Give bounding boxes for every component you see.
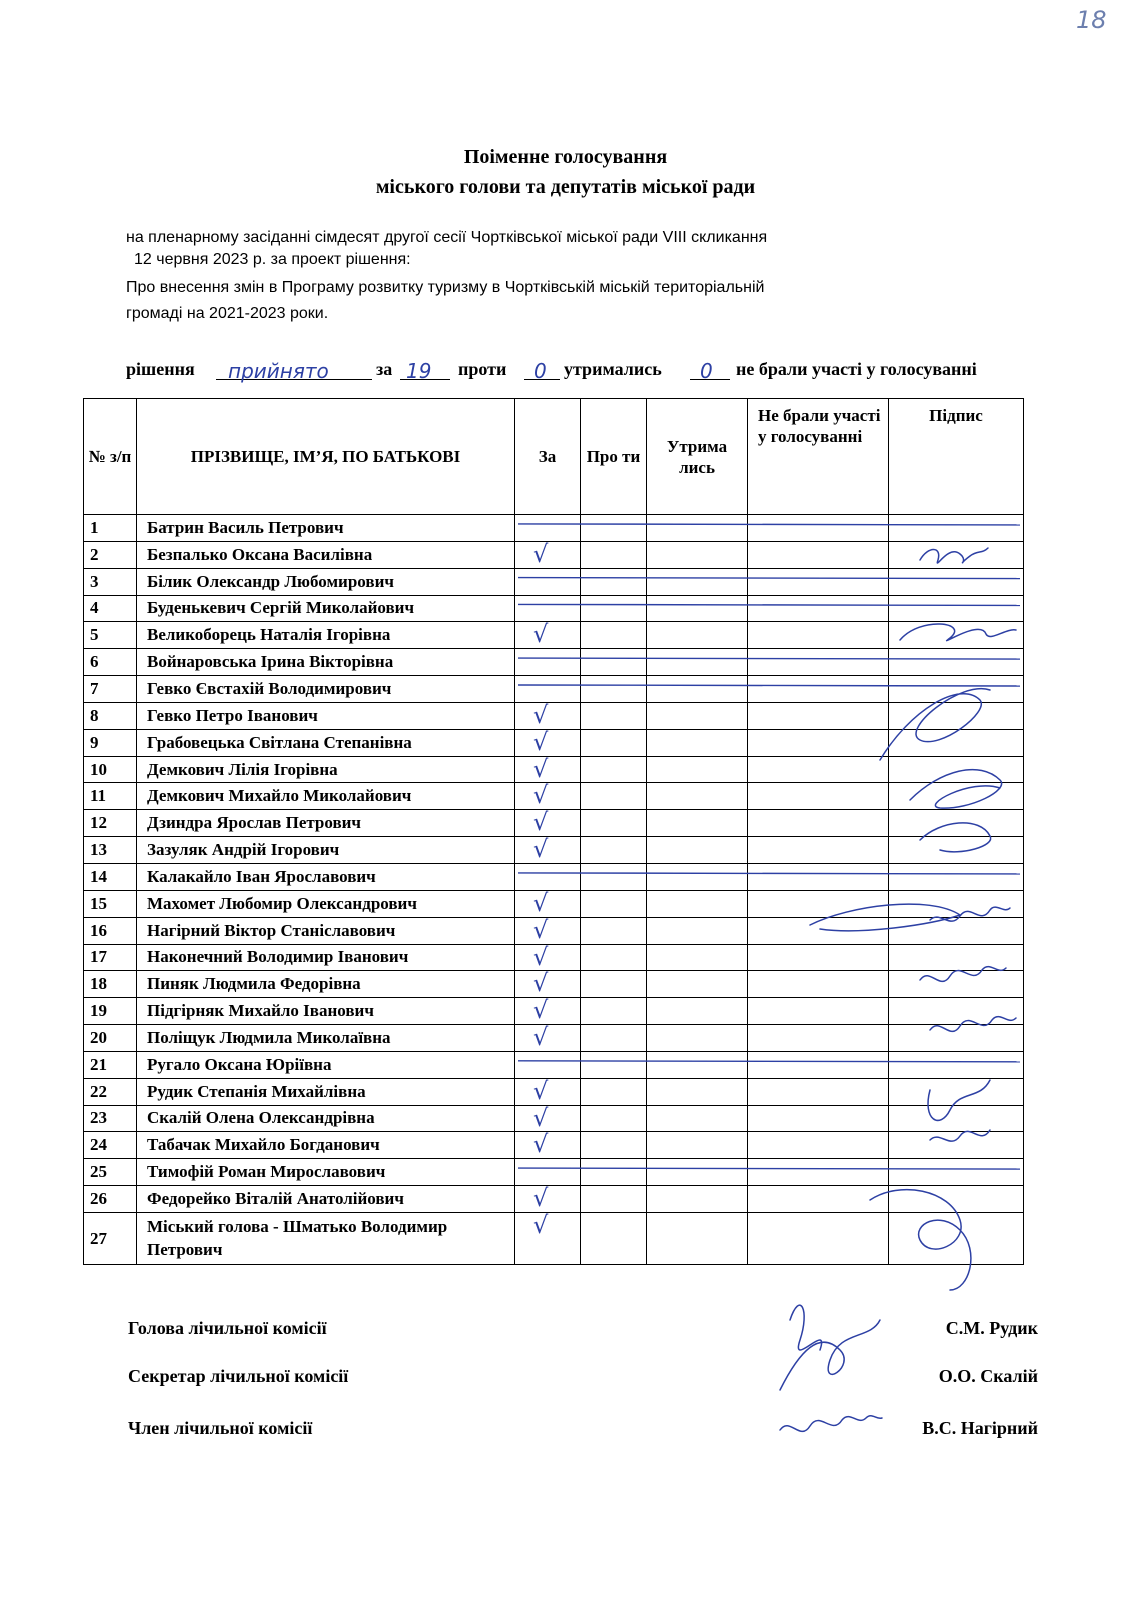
- vote-against-cell: [581, 1025, 647, 1052]
- vote-for-cell: [515, 1132, 581, 1159]
- vote-abstained-cell: [647, 1051, 748, 1078]
- row-number: 13: [84, 837, 137, 864]
- row-number: 10: [84, 756, 137, 783]
- header-signature: Підпис: [889, 399, 1024, 515]
- member-name: Табачак Михайло Богданович: [137, 1132, 515, 1159]
- table-row: [84, 998, 1024, 1025]
- vote-not-voting-cell: [748, 890, 889, 917]
- vote-against-cell: [581, 890, 647, 917]
- table-row: [84, 756, 1024, 783]
- row-number: 5: [84, 622, 137, 649]
- chair-role: Голова лічильної комісії: [128, 1318, 327, 1338]
- vote-for-cell: [515, 971, 581, 998]
- table-row: [84, 595, 1024, 622]
- vote-for-cell: [515, 944, 581, 971]
- vote-abstained-cell: [647, 622, 748, 649]
- signature-cell: [889, 595, 1024, 622]
- signature-cell: [889, 1186, 1024, 1213]
- vote-abstained-cell: [647, 917, 748, 944]
- vote-for-cell: [515, 729, 581, 756]
- vote-for-cell: [515, 595, 581, 622]
- chair-name: С.М. Рудик: [945, 1318, 1038, 1338]
- member-name: Демкович Михайло Миколайович: [137, 783, 515, 810]
- signature-cell: [889, 837, 1024, 864]
- signature-cell: [889, 971, 1024, 998]
- table-row: [84, 1025, 1024, 1052]
- vote-for-cell: [515, 1186, 581, 1213]
- handwritten-page-number: 18: [1076, 6, 1107, 34]
- vote-not-voting-cell: [748, 595, 889, 622]
- vote-abstained-cell: [647, 971, 748, 998]
- row-number: 19: [84, 998, 137, 1025]
- check-mark-icon: √: [533, 782, 549, 810]
- vote-against-cell: [581, 1212, 647, 1264]
- row-number: 1: [84, 515, 137, 542]
- member-name: Калакайло Іван Ярославович: [137, 863, 515, 890]
- member-name: Міський голова - Шматько Володимир Петрович: [137, 1212, 515, 1264]
- vote-abstained-cell: [647, 783, 748, 810]
- table-row: [84, 1051, 1024, 1078]
- row-number: 20: [84, 1025, 137, 1052]
- vote-abstained-cell: [647, 1186, 748, 1213]
- signature-cell: [889, 1105, 1024, 1132]
- check-mark-icon: √: [533, 1212, 549, 1239]
- vote-not-voting-cell: [748, 917, 889, 944]
- vote-against-cell: [581, 998, 647, 1025]
- vote-not-voting-cell: [748, 702, 889, 729]
- vote-not-voting-cell: [748, 1051, 889, 1078]
- check-mark-icon: √: [533, 1105, 549, 1132]
- vote-against-cell: [581, 568, 647, 595]
- vote-not-voting-cell: [748, 1105, 889, 1132]
- secretary-name: О.О. Скалій: [938, 1366, 1038, 1386]
- vote-abstained-cell: [647, 649, 748, 676]
- vote-against-cell: [581, 1105, 647, 1132]
- vote-for-cell: [515, 676, 581, 703]
- row-number: 4: [84, 595, 137, 622]
- member-name: Рудик Степанія Михайлівна: [137, 1078, 515, 1105]
- vote-for-cell: [515, 837, 581, 864]
- intro-line-subject: Про внесення змін в Програму розвитку туризму в Чортківській міській територіальній: [126, 279, 765, 296]
- member-name: Войнаровська Ірина Вікторівна: [137, 649, 515, 676]
- decision-label: рішення: [126, 359, 195, 379]
- table-row: [84, 541, 1024, 568]
- vote-against-cell: [581, 649, 647, 676]
- vote-not-voting-cell: [748, 1078, 889, 1105]
- check-mark-icon: √: [533, 809, 549, 837]
- vote-not-voting-cell: [748, 971, 889, 998]
- member-name: Скалій Олена Олександрівна: [137, 1105, 515, 1132]
- vote-for-cell: [515, 917, 581, 944]
- for-value: 19: [406, 359, 432, 383]
- vote-not-voting-cell: [748, 756, 889, 783]
- vote-abstained-cell: [647, 1212, 748, 1264]
- signature-cell: [889, 1212, 1024, 1264]
- signature-cell: [889, 1132, 1024, 1159]
- header-against: Про ти: [581, 399, 647, 515]
- signature-cell: [889, 702, 1024, 729]
- table-row: [84, 622, 1024, 649]
- signature-cell: [889, 729, 1024, 756]
- vote-against-cell: [581, 1132, 647, 1159]
- check-mark-icon: √: [533, 541, 549, 568]
- vote-not-voting-cell: [748, 783, 889, 810]
- member-name: Безпалько Оксана Василівна: [137, 541, 515, 568]
- vote-for-cell: [515, 890, 581, 917]
- vote-against-cell: [581, 783, 647, 810]
- against-value: 0: [534, 359, 547, 383]
- vote-for-cell: [515, 541, 581, 568]
- intro-line-date: 12 червня 2023 р. за проект рішення:: [134, 251, 411, 268]
- vote-for-cell: [515, 568, 581, 595]
- check-mark-icon: √: [533, 1131, 549, 1159]
- signature-cell: [889, 676, 1024, 703]
- vote-abstained-cell: [647, 837, 748, 864]
- signature-cell: [889, 783, 1024, 810]
- table-row: [84, 729, 1024, 756]
- member-name: Пиняк Людмила Федорівна: [137, 971, 515, 998]
- member-name: Дзиндра Ярослав Петрович: [137, 810, 515, 837]
- vote-for-cell: [515, 1025, 581, 1052]
- vote-abstained-cell: [647, 729, 748, 756]
- row-number: 3: [84, 568, 137, 595]
- vote-against-cell: [581, 541, 647, 568]
- table-row: [84, 649, 1024, 676]
- member-name: Тимофій Роман Мирославович: [137, 1159, 515, 1186]
- vote-for-cell: [515, 783, 581, 810]
- vote-not-voting-cell: [748, 1159, 889, 1186]
- vote-against-cell: [581, 702, 647, 729]
- member-name: Федорейко Віталій Анатолійович: [137, 1186, 515, 1213]
- vote-for-cell: [515, 1159, 581, 1186]
- intro-line-session: на пленарному засіданні сімдесят другої сесії Чортківської міської ради VIII скликання: [126, 229, 768, 246]
- signature-cell: [889, 863, 1024, 890]
- member-name: Демкович Лілія Ігорівна: [137, 756, 515, 783]
- check-mark-icon: √: [533, 621, 549, 649]
- header-name: ПРІЗВИЩЕ, ІМ’Я, ПО БАТЬКОВІ: [137, 399, 515, 515]
- table-row: [84, 863, 1024, 890]
- member-name: Білик Олександр Любомирович: [137, 568, 515, 595]
- footer-secretary: [128, 1366, 1038, 1390]
- vote-against-cell: [581, 622, 647, 649]
- vote-abstained-cell: [647, 998, 748, 1025]
- row-number: 17: [84, 944, 137, 971]
- check-mark-icon: √: [533, 1024, 549, 1052]
- table-row: [84, 568, 1024, 595]
- row-number: 12: [84, 810, 137, 837]
- vote-not-voting-cell: [748, 649, 889, 676]
- signature-cell: [889, 622, 1024, 649]
- signature-cell: [889, 810, 1024, 837]
- table-row: [84, 1186, 1024, 1213]
- vote-not-voting-cell: [748, 863, 889, 890]
- vote-abstained-cell: [647, 944, 748, 971]
- vote-abstained-cell: [647, 676, 748, 703]
- vote-abstained-cell: [647, 1025, 748, 1052]
- check-mark-icon: √: [533, 970, 549, 998]
- vote-not-voting-cell: [748, 1186, 889, 1213]
- row-number: 24: [84, 1132, 137, 1159]
- vote-abstained-cell: [647, 515, 748, 542]
- member-name: Махомет Любомир Олександрович: [137, 890, 515, 917]
- vote-against-cell: [581, 810, 647, 837]
- member-name: Поліщук Людмила Миколаївна: [137, 1025, 515, 1052]
- vote-abstained-cell: [647, 1078, 748, 1105]
- member-name: Підгірняк Михайло Іванович: [137, 998, 515, 1025]
- vote-for-cell: [515, 1078, 581, 1105]
- table-row: [84, 1159, 1024, 1186]
- vote-against-cell: [581, 515, 647, 542]
- member-name: Грабовецька Світлана Степанівна: [137, 729, 515, 756]
- vote-abstained-cell: [647, 810, 748, 837]
- vote-not-voting-cell: [748, 1132, 889, 1159]
- vote-against-cell: [581, 729, 647, 756]
- signature-cell: [889, 944, 1024, 971]
- vote-abstained-cell: [647, 1132, 748, 1159]
- vote-not-voting-cell: [748, 944, 889, 971]
- vote-abstained-cell: [647, 702, 748, 729]
- row-number: 6: [84, 649, 137, 676]
- table-header-row: [84, 399, 1024, 515]
- vote-against-cell: [581, 1186, 647, 1213]
- check-mark-icon: √: [533, 944, 549, 971]
- row-number: 27: [84, 1212, 137, 1264]
- signature-cell: [889, 998, 1024, 1025]
- vote-against-cell: [581, 1159, 647, 1186]
- vote-against-cell: [581, 837, 647, 864]
- row-number: 14: [84, 863, 137, 890]
- row-number: 16: [84, 917, 137, 944]
- table-row: [84, 890, 1024, 917]
- vote-not-voting-cell: [748, 541, 889, 568]
- intro-line-subject-cont: громаді на 2021-2023 роки.: [126, 305, 329, 322]
- row-number: 25: [84, 1159, 137, 1186]
- vote-abstained-cell: [647, 1159, 748, 1186]
- vote-for-cell: [515, 622, 581, 649]
- decision-summary: [126, 357, 1056, 383]
- vote-not-voting-cell: [748, 1025, 889, 1052]
- signature-cell: [889, 515, 1024, 542]
- member-role: Член лічильної комісії: [128, 1418, 313, 1438]
- footer-member: [128, 1418, 1038, 1442]
- check-mark-icon: √: [533, 1185, 549, 1213]
- member-name: Гевко Петро Іванович: [137, 702, 515, 729]
- table-row: [84, 1212, 1024, 1264]
- signature-cell: [889, 1078, 1024, 1105]
- table-row: [84, 1132, 1024, 1159]
- row-number: 15: [84, 890, 137, 917]
- signature-cell: [889, 649, 1024, 676]
- member-name: В.С. Нагірний: [922, 1418, 1038, 1438]
- check-mark-icon: √: [533, 917, 549, 944]
- member-name: Гевко Євстахій Володимирович: [137, 676, 515, 703]
- check-mark-icon: √: [533, 729, 549, 756]
- abstained-label: утримались: [564, 359, 662, 379]
- member-name: Наконечний Володимир Іванович: [137, 944, 515, 971]
- check-mark-icon: √: [533, 756, 549, 783]
- member-name: Зазуляк Андрій Ігорович: [137, 837, 515, 864]
- signature-cell: [889, 541, 1024, 568]
- secretary-role: Секретар лічильної комісії: [128, 1366, 349, 1386]
- signature-cell: [889, 1051, 1024, 1078]
- row-number: 23: [84, 1105, 137, 1132]
- table-body: [84, 515, 1024, 1265]
- document-title: Поіменне голосування: [463, 146, 668, 168]
- member-name: Буденькевич Сергій Миколайович: [137, 595, 515, 622]
- signature-cell: [889, 1159, 1024, 1186]
- vote-abstained-cell: [647, 890, 748, 917]
- footer-chair: [128, 1318, 1038, 1342]
- vote-abstained-cell: [647, 756, 748, 783]
- not-voting-label: не брали участі у голосуванні: [736, 359, 977, 379]
- vote-for-cell: [515, 756, 581, 783]
- vote-not-voting-cell: [748, 1212, 889, 1264]
- vote-not-voting-cell: [748, 676, 889, 703]
- vote-against-cell: [581, 676, 647, 703]
- row-number: 8: [84, 702, 137, 729]
- vote-for-cell: [515, 649, 581, 676]
- vote-abstained-cell: [647, 541, 748, 568]
- signature-cell: [889, 756, 1024, 783]
- header-num: № з/п: [84, 399, 137, 515]
- table-row: [84, 837, 1024, 864]
- check-mark-icon: √: [533, 997, 549, 1025]
- member-name: Ругало Оксана Юріївна: [137, 1051, 515, 1078]
- table-row: [84, 702, 1024, 729]
- row-number: 22: [84, 1078, 137, 1105]
- row-number: 9: [84, 729, 137, 756]
- vote-against-cell: [581, 971, 647, 998]
- vote-against-cell: [581, 1051, 647, 1078]
- vote-for-cell: [515, 998, 581, 1025]
- table-row: [84, 944, 1024, 971]
- vote-abstained-cell: [647, 568, 748, 595]
- table-row: [84, 971, 1024, 998]
- abstained-value: 0: [700, 359, 713, 383]
- row-number: 21: [84, 1051, 137, 1078]
- vote-not-voting-cell: [748, 837, 889, 864]
- vote-against-cell: [581, 863, 647, 890]
- vote-not-voting-cell: [748, 998, 889, 1025]
- vote-against-cell: [581, 756, 647, 783]
- header-abstained: Утрима лись: [647, 399, 748, 515]
- signature-cell: [889, 917, 1024, 944]
- vote-abstained-cell: [647, 863, 748, 890]
- signature-cell: [889, 568, 1024, 595]
- vote-not-voting-cell: [748, 622, 889, 649]
- vote-against-cell: [581, 917, 647, 944]
- member-name: Батрин Василь Петрович: [137, 515, 515, 542]
- table-row: [84, 783, 1024, 810]
- signature-cell: [889, 890, 1024, 917]
- vote-not-voting-cell: [748, 568, 889, 595]
- vote-not-voting-cell: [748, 729, 889, 756]
- vote-not-voting-cell: [748, 810, 889, 837]
- table-row: [84, 917, 1024, 944]
- row-number: 18: [84, 971, 137, 998]
- signature-cell: [889, 1025, 1024, 1052]
- vote-abstained-cell: [647, 595, 748, 622]
- vote-for-cell: [515, 1105, 581, 1132]
- vote-for-cell: [515, 863, 581, 890]
- vote-for-cell: [515, 702, 581, 729]
- table-row: [84, 515, 1024, 542]
- table-row: [84, 810, 1024, 837]
- vote-abstained-cell: [647, 1105, 748, 1132]
- vote-for-cell: [515, 1212, 581, 1264]
- header-not-voting: Не брали участі у голосуванні: [748, 399, 889, 515]
- row-number: 11: [84, 783, 137, 810]
- vote-for-cell: [515, 810, 581, 837]
- check-mark-icon: √: [533, 836, 549, 864]
- member-name: Великоборець Наталія Ігорівна: [137, 622, 515, 649]
- vote-not-voting-cell: [748, 515, 889, 542]
- vote-against-cell: [581, 1078, 647, 1105]
- check-mark-icon: √: [533, 890, 549, 917]
- for-label: за: [376, 359, 393, 379]
- against-label: проти: [458, 359, 507, 379]
- header-for: За: [515, 399, 581, 515]
- row-number: 2: [84, 541, 137, 568]
- document-subtitle: міського голови та депутатів міської ради: [375, 176, 756, 198]
- vote-for-cell: [515, 515, 581, 542]
- decision-value: прийнято: [228, 359, 329, 383]
- vote-for-cell: [515, 1051, 581, 1078]
- table-row: [84, 1105, 1024, 1132]
- row-number: 26: [84, 1186, 137, 1213]
- member-name: Нагірний Віктор Станіславович: [137, 917, 515, 944]
- check-mark-icon: √: [533, 1078, 549, 1105]
- check-mark-icon: √: [533, 702, 549, 729]
- row-number: 7: [84, 676, 137, 703]
- vote-against-cell: [581, 595, 647, 622]
- voting-table: [83, 398, 1024, 1265]
- table-row: [84, 676, 1024, 703]
- table-row: [84, 1078, 1024, 1105]
- vote-against-cell: [581, 944, 647, 971]
